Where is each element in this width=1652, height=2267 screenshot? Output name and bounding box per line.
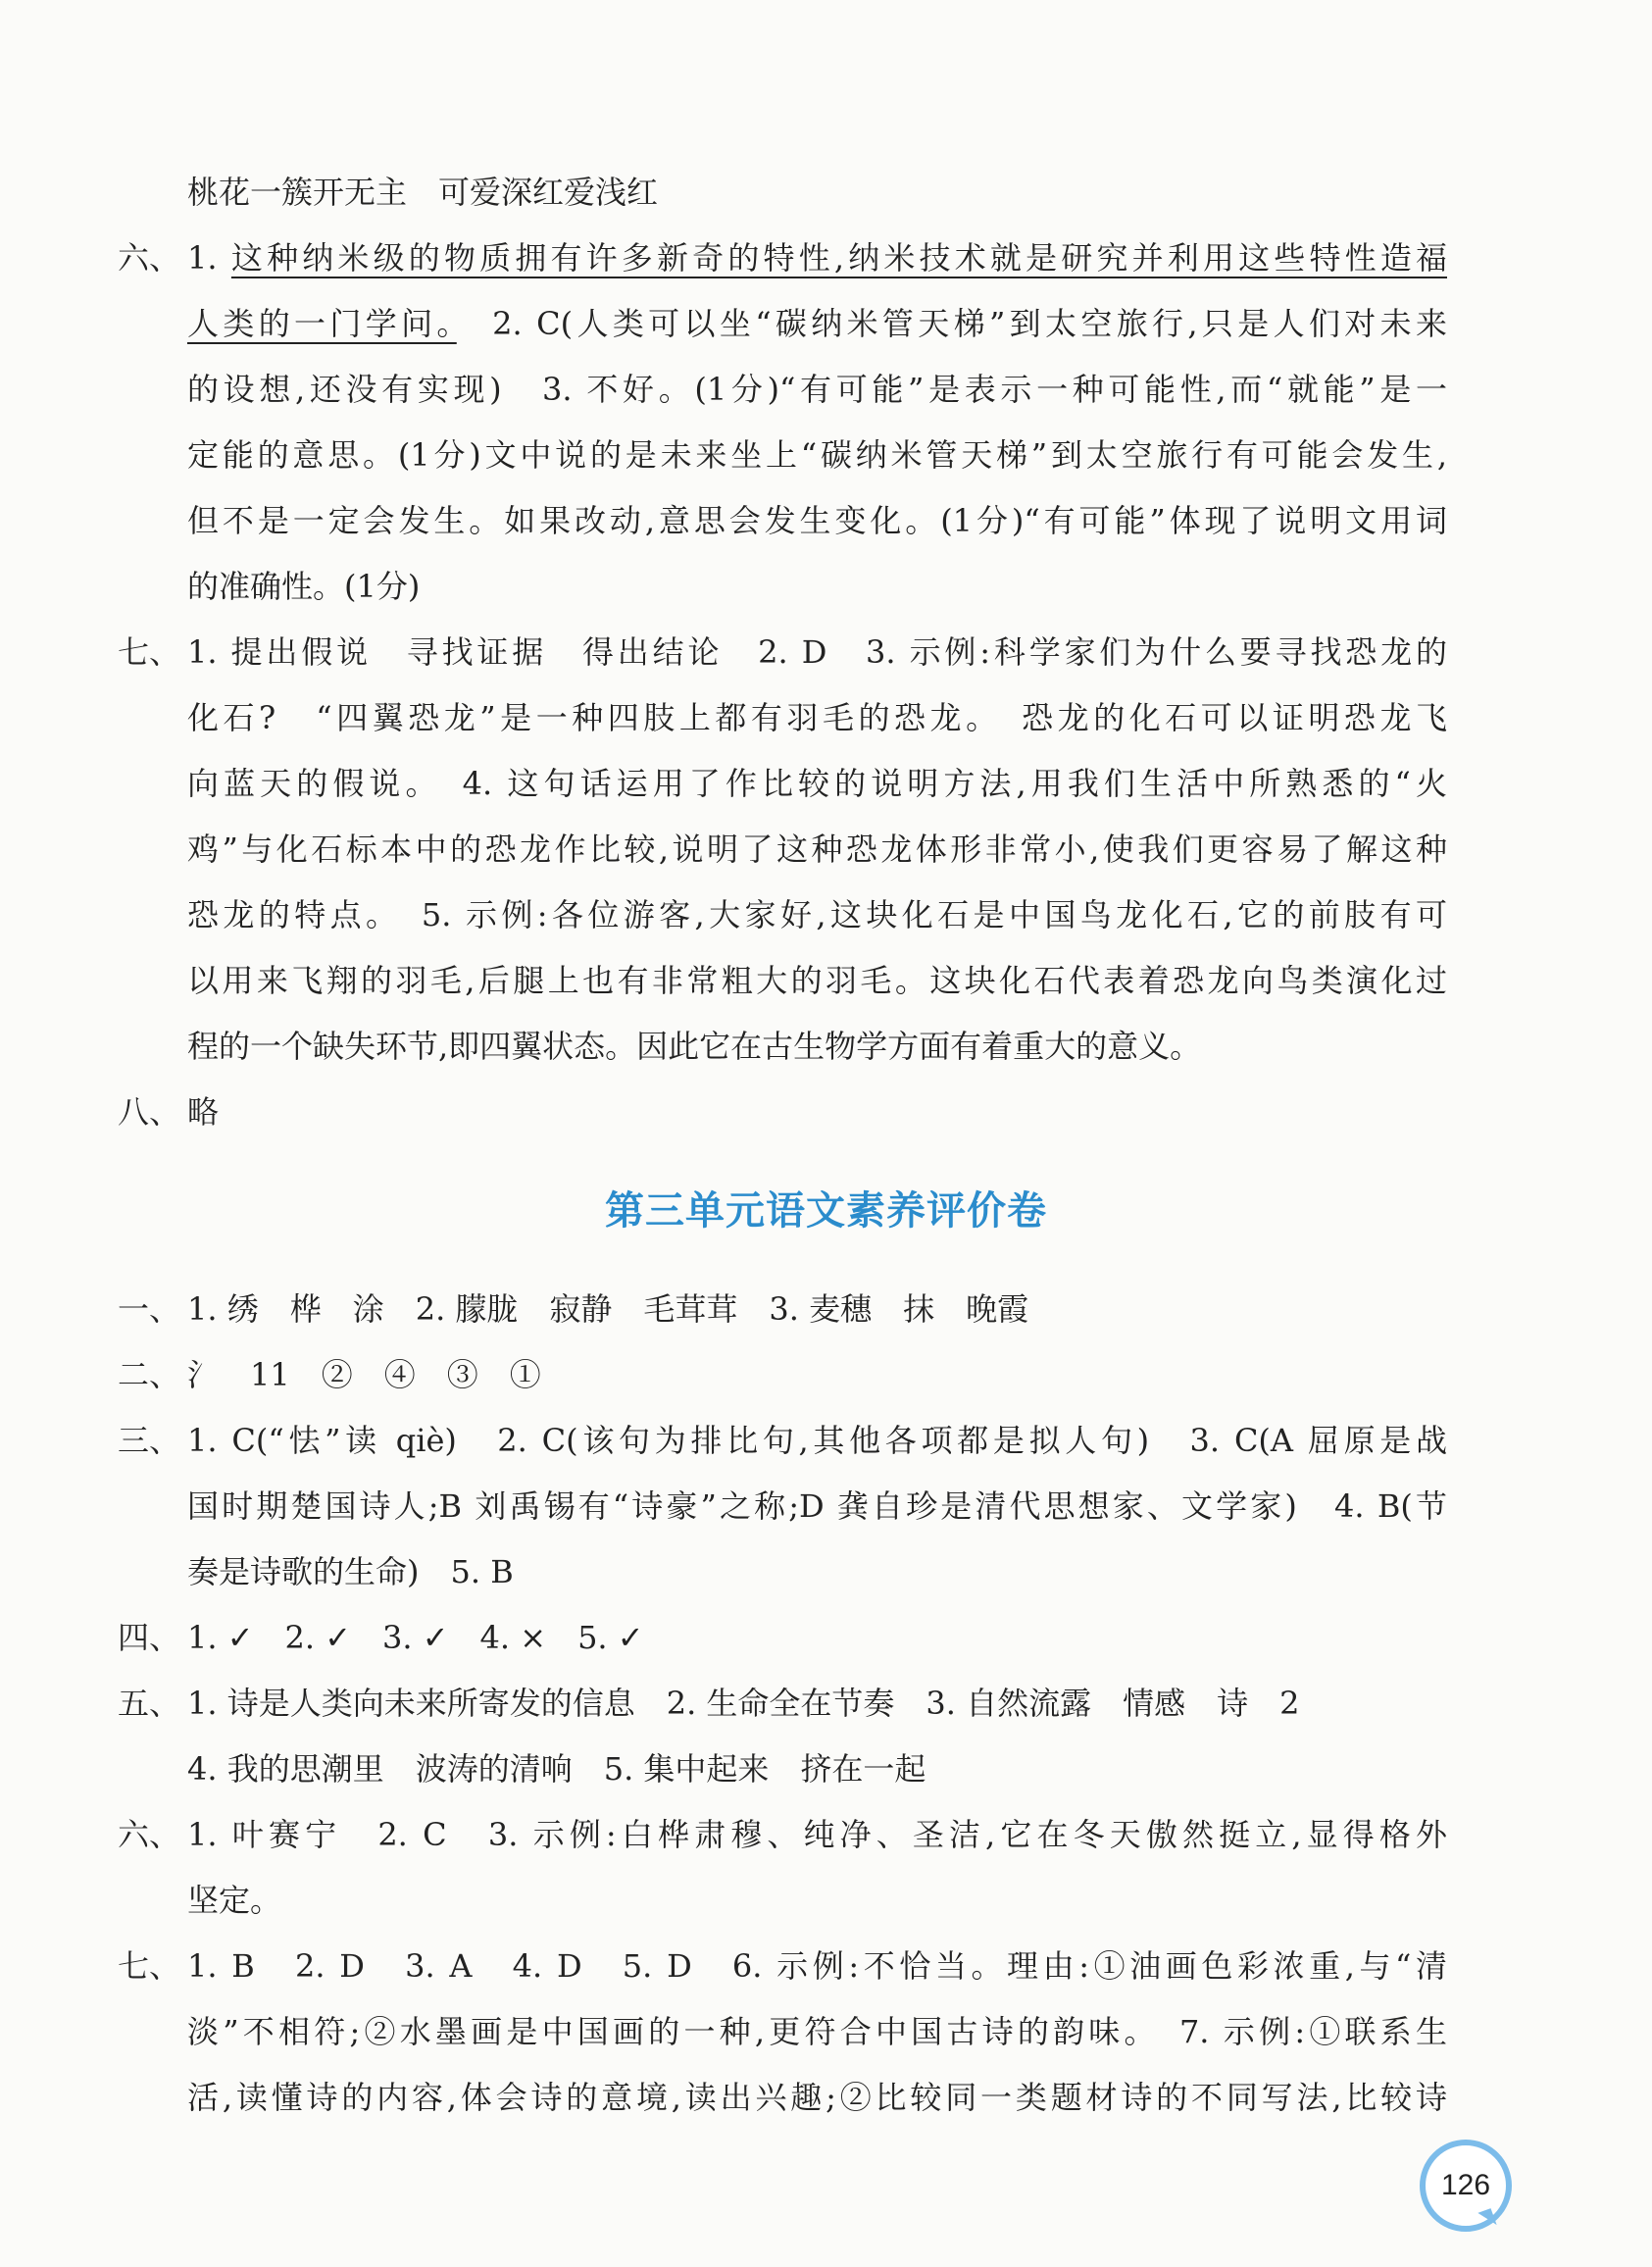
answer-line	[0, 1934, 1652, 1999]
answer-line	[0, 357, 1652, 423]
answer-line	[0, 620, 1652, 685]
answer-segment: 化石? “四翼恐龙”是一种四肢上都有羽毛的恐龙。 恐龙的化石可以证明恐龙飞	[187, 699, 1447, 736]
answer-line	[0, 1868, 1652, 1934]
answer-text	[187, 1605, 1447, 1671]
answer-text	[187, 1868, 1447, 1934]
question-group-label: 二、	[118, 1356, 181, 1393]
answer-text	[187, 160, 1447, 226]
answer-segment: 但不是一定会发生。如果改动,意思会发生变化。(1分)“有可能”体现了说明文用词	[187, 502, 1447, 539]
answer-line	[0, 1408, 1652, 1474]
answer-line	[0, 2065, 1652, 2131]
answer-line	[0, 685, 1652, 751]
answer-line	[0, 1080, 1652, 1145]
answer-segment: 定能的意思。(1分)文中说的是未来坐上“碳纳米管天梯”到太空旅行有可能会发生,	[187, 436, 1447, 474]
answer-text	[187, 357, 1447, 423]
question-group-label: 七、	[118, 633, 181, 671]
answer-segment: 恐龙的特点。 5. 示例:各位游客,大家好,这块化石是中国鸟龙化石,它的前肢有可	[187, 896, 1447, 933]
answer-line	[0, 423, 1652, 488]
answer-segment: 1. 绣 桦 涂 2. 朦胧 寂静 毛茸茸 3. 麦穗 抹 晚霞	[187, 1290, 1029, 1328]
answer-segment: 略	[187, 1093, 220, 1131]
answer-segment: 奏是诗歌的生命) 5. B	[187, 1553, 514, 1590]
answer-segment: 1. ✓ 2. ✓ 3. ✓ 4. × 5. ✓	[187, 1619, 644, 1656]
answer-text	[187, 1474, 1447, 1539]
answer-line	[0, 1342, 1652, 1408]
answer-text	[187, 1408, 1447, 1474]
page-number-badge: 126	[1420, 2140, 1512, 2232]
question-group-label: 八、	[118, 1093, 181, 1131]
answer-document	[0, 160, 1652, 2131]
answer-line	[0, 817, 1652, 882]
answer-line	[0, 1474, 1652, 1539]
answer-segment: 1.	[187, 239, 231, 277]
question-group-label: 七、	[118, 1947, 181, 1985]
answer-text	[187, 1737, 1447, 1802]
answer-line	[0, 882, 1652, 948]
answer-text	[187, 1671, 1447, 1737]
answer-segment: 1. 叶赛宁 2. C 3. 示例:白桦肃穆、纯净、圣洁,它在冬天傲然挺立,显得格外	[187, 1816, 1447, 1853]
answer-text	[187, 488, 1447, 554]
answer-text	[187, 423, 1447, 488]
answer-text	[187, 226, 1447, 291]
answer-segment: 程的一个缺失环节,即四翼状态。因此它在古生物学方面有着重大的意义。	[187, 1028, 1202, 1065]
answer-segment: 的准确性。(1分)	[187, 568, 421, 605]
answer-line	[0, 554, 1652, 620]
question-group-label: 一、	[118, 1290, 181, 1328]
answer-line	[0, 751, 1652, 817]
answer-text	[187, 620, 1447, 685]
answer-text	[187, 1277, 1447, 1342]
answer-text	[187, 1934, 1447, 1999]
answers-previous-section	[0, 160, 1652, 1145]
section-title: 第三单元语文素养评价卷	[605, 1188, 1047, 1234]
answer-text	[187, 1539, 1447, 1605]
underlined-answer: 人类的一门学问。	[187, 305, 457, 342]
answer-segment: 鸡”与化石标本中的恐龙作比较,说明了这种恐龙体形非常小,使我们更容易了解这种	[187, 831, 1447, 868]
answer-segment: 淡”不相符;②水墨画是中国画的一种,更符合中国古诗的韵味。 7. 示例:①联系生	[187, 2013, 1447, 2050]
answer-segment: 的设想,还没有实现) 3. 不好。(1分)“有可能”是表示一种可能性,而“就能”是一	[187, 371, 1447, 408]
answer-text	[187, 685, 1447, 751]
answer-text	[187, 1802, 1447, 1868]
answer-text	[187, 948, 1447, 1014]
question-group-label: 五、	[118, 1685, 181, 1722]
answer-segment: 1. B 2. D 3. A 4. D 5. D 6. 示例:不恰当。理由:①油画色彩浓重,与“清	[187, 1947, 1447, 1985]
answer-line	[0, 1014, 1652, 1080]
answer-segment: 坚定。	[187, 1882, 282, 1919]
answer-line	[0, 488, 1652, 554]
answer-segment: 4. 我的思潮里 波涛的清响 5. 集中起来 挤在一起	[187, 1750, 926, 1788]
answer-line	[0, 1737, 1652, 1802]
answer-segment: 活,读懂诗的内容,体会诗的意境,读出兴趣;②比较同一类题材诗的不同写法,比较诗	[187, 2079, 1447, 2116]
answer-text	[187, 1342, 1447, 1408]
answer-segment: 1. 诗是人类向未来所寄发的信息 2. 生命全在节奏 3. 自然流露 情感 诗 2	[187, 1685, 1300, 1722]
answer-text	[187, 1080, 1447, 1145]
answer-line	[0, 1671, 1652, 1737]
answer-line	[0, 948, 1652, 1014]
answer-text	[187, 1014, 1447, 1080]
answer-segment: 1. C(“怯”读 qiè) 2. C(该句为排比句,其他各项都是拟人句) 3. C(A 屈原是战	[187, 1422, 1447, 1459]
answer-segment: 向蓝天的假说。 4. 这句话运用了作比较的说明方法,用我们生活中所熟悉的“火	[187, 765, 1447, 802]
answer-segment: 氵 11 ② ④ ③ ①	[187, 1356, 541, 1393]
answer-line	[0, 1605, 1652, 1671]
question-group-label: 三、	[118, 1422, 181, 1459]
answer-segment: 2. C(人类可以坐“碳纳米管天梯”到太空旅行,只是人们对未来	[456, 305, 1447, 342]
answer-line	[0, 1802, 1652, 1868]
answers-unit3-section	[0, 1277, 1652, 2131]
answer-line	[0, 291, 1652, 357]
answer-line	[0, 160, 1652, 226]
answer-text	[187, 2065, 1447, 2131]
underlined-answer: 这种纳米级的物质拥有许多新奇的特性,纳米技术就是研究并利用这些特性造福	[230, 239, 1447, 277]
answer-text	[187, 817, 1447, 882]
answer-segment: 以用来飞翔的羽毛,后腿上也有非常粗大的羽毛。这块化石代表着恐龙向鸟类演化过	[187, 962, 1447, 999]
answer-segment: 国时期楚国诗人;B 刘禹锡有“诗豪”之称;D 龚自珍是清代思想家、文学家) 4. B(节	[187, 1487, 1447, 1525]
answer-segment: 桃花一簇开无主 可爱深红爱浅红	[187, 174, 659, 211]
answer-text	[187, 1999, 1447, 2065]
answer-text	[187, 751, 1447, 817]
answer-text	[187, 554, 1447, 620]
answer-text	[187, 882, 1447, 948]
answer-line	[0, 1999, 1652, 2065]
question-group-label: 六、	[118, 1816, 181, 1853]
question-group-label: 六、	[118, 239, 181, 277]
answer-text	[187, 291, 1447, 357]
answer-line	[0, 226, 1652, 291]
answer-segment: 1. 提出假说 寻找证据 得出结论 2. D 3. 示例:科学家们为什么要寻找恐龙的	[187, 633, 1447, 671]
answer-line	[0, 1539, 1652, 1605]
question-group-label: 四、	[118, 1619, 181, 1656]
answer-line	[0, 1277, 1652, 1342]
